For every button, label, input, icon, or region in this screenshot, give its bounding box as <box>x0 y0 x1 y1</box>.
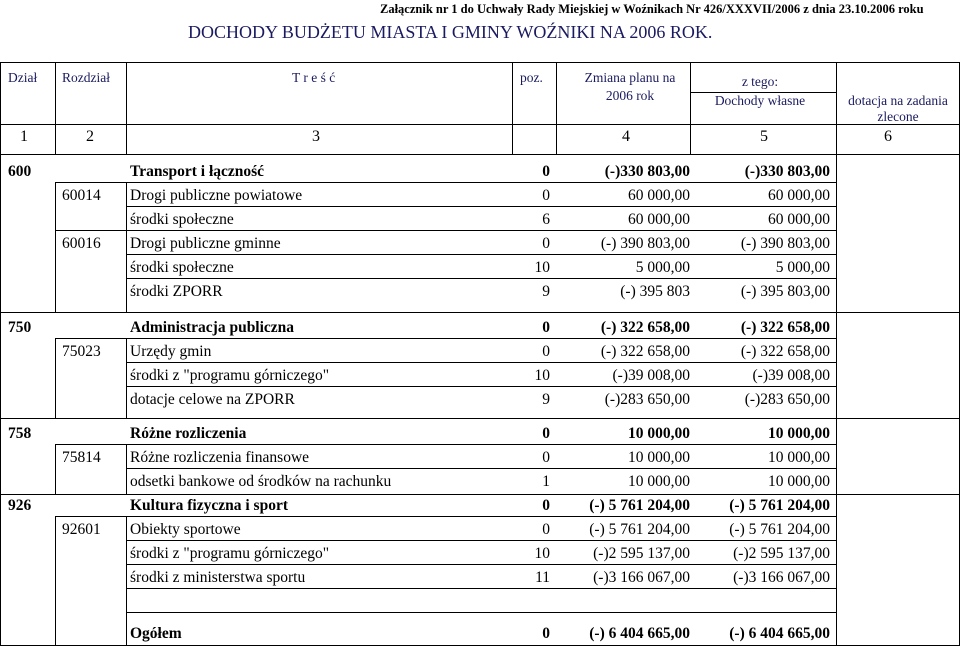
cell-tresc: Drogi publiczne powiatowe <box>130 187 303 204</box>
cell-poz: 0 <box>542 521 550 538</box>
cell-dochody-wlasne: (-) 390 803,00 <box>740 235 830 252</box>
cell-zmiana: (-)283 650,00 <box>604 391 690 408</box>
column-numbers-bottom-border <box>0 154 960 155</box>
cell-tresc: środki społeczne <box>130 211 234 228</box>
cell-poz: 9 <box>542 391 550 408</box>
cell-dochody-wlasne: 60 000,00 <box>768 211 830 228</box>
grid-vline <box>836 154 837 312</box>
cell-dochody-wlasne: (-)3 166 067,00 <box>733 569 830 586</box>
row-line <box>126 564 836 565</box>
row-line <box>55 444 836 445</box>
grid-vline <box>55 62 56 154</box>
grid-vline <box>126 338 127 418</box>
row-line <box>126 612 836 613</box>
cell-poz: 1 <box>542 473 550 490</box>
grid-vline <box>836 494 837 646</box>
cell-dochody-wlasne: (-) 5 761 204,00 <box>729 521 830 538</box>
cell-dochody-wlasne: (-) 5 761 204,00 <box>729 497 830 514</box>
cell-poz: 11 <box>535 569 550 586</box>
grid-vline <box>126 444 127 494</box>
annex-reference: Załącznik nr 1 do Uchwały Rady Miejskiej w Woźnikach Nr 426/XXXVII/2006 z dnia 23.10.2006 roku <box>380 2 924 16</box>
cell-dochody-wlasne: 10 000,00 <box>768 449 830 466</box>
section-divider-750 <box>0 312 960 313</box>
row-line <box>126 278 836 279</box>
cell-zmiana: (-)330 803,00 <box>604 163 690 180</box>
grid-vline <box>55 444 56 494</box>
cell-tresc: Transport i łączność <box>130 163 265 180</box>
grid-vline <box>690 62 691 154</box>
cell-tresc: środki społeczne <box>130 259 234 276</box>
cell-dzial: 926 <box>8 497 32 514</box>
grid-vline <box>836 418 837 494</box>
cell-zmiana: (-)2 595 137,00 <box>593 545 690 562</box>
cell-dochody-wlasne: (-)2 595 137,00 <box>733 545 830 562</box>
cell-poz: 0 <box>542 425 550 442</box>
cell-dzial: 758 <box>8 425 32 442</box>
cell-zmiana: (-)3 166 067,00 <box>593 569 690 586</box>
cell-tresc: odsetki bankowe od środków na rachunku <box>130 473 392 490</box>
cell-dochody-wlasne: 10 000,00 <box>768 425 830 442</box>
cell-dochody-wlasne: 10 000,00 <box>768 473 830 490</box>
row-line <box>126 206 836 207</box>
cell-tresc: Drogi publiczne gminne <box>130 235 281 252</box>
cell-rozdzial: 75814 <box>62 449 101 466</box>
grid-vline <box>126 516 127 646</box>
cell-dochody-wlasne: 5 000,00 <box>775 259 830 276</box>
cell-zmiana: 10 000,00 <box>628 425 690 442</box>
cell-poz: 0 <box>542 497 550 514</box>
cell-dzial: 600 <box>8 163 32 180</box>
col-header-tresc: T r e ś ć <box>292 70 336 85</box>
cell-zmiana: (-) 395 803 <box>620 283 690 300</box>
cell-zmiana: (-) 390 803,00 <box>600 235 690 252</box>
cell-dochody-wlasne: (-)283 650,00 <box>744 391 830 408</box>
cell-zmiana: (-) 5 761 204,00 <box>589 521 690 538</box>
cell-zmiana: (-) 322 658,00 <box>600 343 690 360</box>
cell-dochody-wlasne: 60 000,00 <box>768 187 830 204</box>
cell-tresc: środki z "programu górniczego" <box>130 367 330 384</box>
cell-rozdzial: 92601 <box>62 521 101 538</box>
grid-vline <box>836 62 837 154</box>
col-number-5: 5 <box>760 128 768 145</box>
cell-tresc: Różne rozliczenia finansowe <box>130 449 310 466</box>
row-line <box>126 254 836 255</box>
grid-vline <box>55 182 56 312</box>
cell-tresc: Kultura fizyczna i sport <box>130 497 288 514</box>
cell-zmiana: 60 000,00 <box>628 211 690 228</box>
col-header-rozdzial: Rozdział <box>62 70 110 85</box>
row-line <box>126 362 836 363</box>
cell-poz: 6 <box>542 211 550 228</box>
cell-tresc: środki z "programu górniczego" <box>130 545 330 562</box>
grid-vline <box>512 62 513 154</box>
cell-dochody-wlasne: (-)39 008,00 <box>752 367 830 384</box>
col-number-1: 1 <box>20 128 28 145</box>
col-header-zmiana-line2: 2006 rok <box>605 88 655 103</box>
cell-zmiana: 5 000,00 <box>635 259 690 276</box>
document-title: DOCHODY BUDŻETU MIASTA I GMINY WOŹNIKI NA 2006 ROK. <box>188 22 713 42</box>
cell-poz: 0 <box>542 163 550 180</box>
cell-zmiana: (-) 6 404 665,00 <box>589 625 690 642</box>
row-line <box>55 516 836 517</box>
section-divider-926 <box>0 494 960 495</box>
cell-zmiana: (-) 5 761 204,00 <box>589 497 690 514</box>
row-line <box>126 468 836 469</box>
cell-poz: 0 <box>542 449 550 466</box>
col-number-6: 6 <box>884 128 892 145</box>
cell-dochody-wlasne: (-)330 803,00 <box>744 163 830 180</box>
cell-rozdzial: 60014 <box>62 187 101 204</box>
cell-zmiana: 10 000,00 <box>628 449 690 466</box>
cell-poz: 0 <box>542 235 550 252</box>
cell-dzial: 750 <box>8 319 32 336</box>
col-header-poz: poz. <box>520 70 543 85</box>
cell-dochody-wlasne: (-) 322 658,00 <box>740 343 830 360</box>
table-top-border <box>0 62 960 63</box>
cell-tresc: środki ZPORR <box>130 283 223 300</box>
cell-tresc: Urzędy gmin <box>130 343 212 360</box>
cell-poz: 0 <box>542 319 550 336</box>
col-number-4: 4 <box>622 128 630 145</box>
cell-zmiana: (-) 322 658,00 <box>600 319 690 336</box>
cell-poz: 10 <box>534 259 550 276</box>
row-line <box>126 386 836 387</box>
cell-zmiana: 10 000,00 <box>628 473 690 490</box>
cell-dochody-wlasne: (-) 322 658,00 <box>740 319 830 336</box>
header-bottom-border <box>0 124 960 125</box>
cell-poz: 0 <box>542 343 550 360</box>
col-header-dotacja-line1: dotacja na zadania <box>848 93 948 108</box>
col-header-dochody-wlasne: Dochody własne <box>714 93 806 108</box>
z-tego-divider <box>690 92 836 93</box>
col-number-2: 2 <box>86 128 94 145</box>
grid-vline <box>55 338 56 418</box>
col-header-zmiana-line1: Zmiana planu na <box>584 70 676 85</box>
row-line <box>126 540 836 541</box>
grid-vline <box>836 312 837 418</box>
cell-dochody-wlasne: (-) 6 404 665,00 <box>729 625 830 642</box>
section-divider-758 <box>0 418 960 419</box>
cell-zmiana: (-)39 008,00 <box>612 367 690 384</box>
cell-dochody-wlasne: (-) 395 803,00 <box>740 283 830 300</box>
cell-poz: 10 <box>534 545 550 562</box>
grid-vline <box>126 62 127 154</box>
cell-tresc: Ogółem <box>130 625 182 642</box>
cell-poz: 10 <box>534 367 550 384</box>
row-line <box>126 588 836 589</box>
cell-poz: 9 <box>542 283 550 300</box>
cell-tresc: Obiekty sportowe <box>130 521 241 538</box>
col-header-z-tego: z tego: <box>741 74 779 89</box>
cell-rozdzial: 75023 <box>62 343 101 360</box>
grid-vline <box>126 182 127 312</box>
col-number-3: 3 <box>312 128 320 145</box>
cell-tresc: dotacje celowe na ZPORR <box>130 391 295 408</box>
row-line <box>55 182 836 183</box>
cell-poz: 0 <box>542 625 550 642</box>
row-line <box>55 230 836 231</box>
cell-tresc: Administracja publiczna <box>130 319 295 336</box>
row-line <box>55 338 836 339</box>
col-header-dotacja-line2: zlecone <box>877 109 919 124</box>
cell-rozdzial: 60016 <box>62 235 101 252</box>
left-border <box>0 62 1 646</box>
grid-vline <box>55 516 56 646</box>
cell-tresc: Różne rozliczenia <box>130 425 247 442</box>
cell-poz: 0 <box>542 187 550 204</box>
cell-tresc: środki z ministerstwa sportu <box>130 569 306 586</box>
cell-zmiana: 60 000,00 <box>628 187 690 204</box>
grid-vline <box>556 62 557 154</box>
col-header-dzial: Dział <box>8 70 38 85</box>
